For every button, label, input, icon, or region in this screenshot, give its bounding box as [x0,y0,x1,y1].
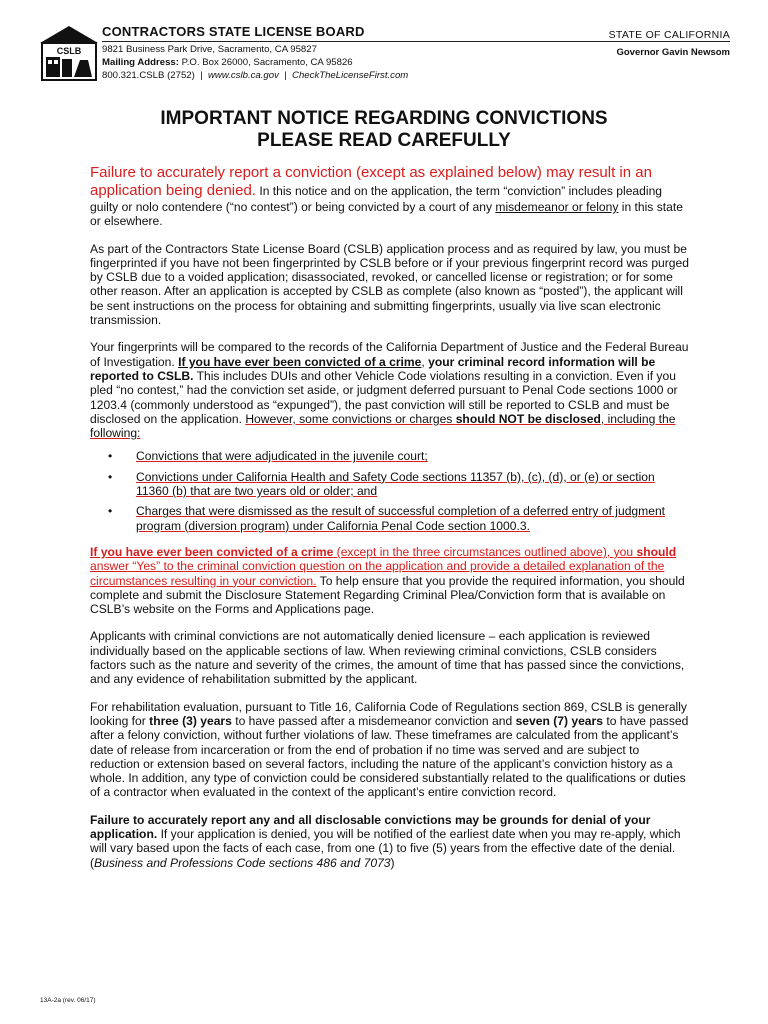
text-run: This includes DUIs and other Vehicle Code violations resulting in a conviction. Even if you pled “no contest,” had the conviction set aside, or judgment deferred pursuant to Penal Code sections 1000 or 1203.4 (commonly understood as “expunged”), the past conviction will still be reported to CSLB and must be disclosed on the application. [90,368,678,426]
website-link[interactable]: www.cslb.ca.gov [207,70,279,81]
notice-subtitle: PLEASE READ CAREFULLY [257,130,511,151]
text-run-bold: three (3) years [149,713,232,728]
notice-title: IMPORTANT NOTICE REGARDING CONVICTIONS [160,108,608,129]
mailing-address [102,56,408,69]
state-info [609,29,730,58]
campaign-link[interactable]: CheckTheLicenseFirst.com [292,70,409,81]
text-run-red: answer “Yes” to the criminal conviction question on the application and provide a detailed explanation of the circumstances resulting in your conviction. [90,559,665,588]
state-name: STATE OF CALIFORNIA [608,29,730,41]
list-item-text: Convictions that were adjudicated in the juvenile court; [136,449,428,464]
text-run-italic: Business and Professions Code sections 486 and 7073 [94,855,391,870]
text-run-underlined: misdemeanor or felony [495,200,619,214]
exceptions-list [108,449,690,532]
list-item [108,504,690,533]
list-item-text: Convictions under California Health and Safety Code sections 11357 (b), (c), (d), or (e) or section 11360 (b) that are two years old or older; and [136,469,655,499]
text-run-underlined: , including the following: [90,411,676,441]
paragraph-fingerprinting: As part of the Contractors State License Board (CSLB) application process and as required by law, you must be fingerprinted if you have not been fingerprinted by CSLB before or if your previous fingerprint record was purged by CSLB due to a voided application; disassociated, revoked, or cancelled license or registration; or for some other reason. After an application is accepted by CSLB as complete (also known as “posted”), the applicant will be sent instructions on the process for obtaining and submitting fingerprints, usually via live scan electronic transmission. [90,241,689,328]
text-run: to have passed after a felony conviction, without further violations of law. These timeframes are calculated from the applicant’s date of release from incarceration or from the end of probation if no time was served and are subject to reduction or extension based on several factors, including the nature of the applicant’s conviction history as a whole. In addition, any type of conviction could be considered substantially related to the qualifications or duties of a contractor when evaluated in the context of the applicant’s entire conviction record. [90,713,689,800]
text-run: Your fingerprints will be compared to the records of the California Department of Justice and the Federal Bureau of Investigation. [90,340,689,369]
cslb-logo-icon [40,26,98,82]
contact-line [102,69,408,82]
logo-text: CSLB [56,46,82,56]
text-run-underlined-bold: should NOT be disclosed [455,411,601,426]
text-run-red-bold: If you have ever been convicted of a crime [90,544,334,559]
text-run: If your application is denied, you will be notified of the earliest date when you may re-apply, which will vary based upon the facts of each case, from one (1) to five (5) years from the effective date of the denial. ( [90,826,681,870]
contact-info [102,43,408,82]
text-run-underlined: However, some convictions or charges [245,411,456,426]
text-run-bold: seven (7) years [515,713,603,728]
list-item-text: Charges that were dismissed as the result of successful completion of a deferred entry of judgment program (diversion program) under California Penal Code section 1000.3. [136,504,666,533]
paragraph-disclosure [90,545,690,616]
mailing-label: Mailing Address: [102,57,179,68]
list-item [108,449,690,463]
org-info [102,24,408,82]
text-run: in this state or elsewhere. [90,200,683,229]
list-item [108,470,690,499]
paragraph-denial [90,813,690,870]
warning-text: Failure to accurately report a conviction (except as explained below) may result in an application being denied. [90,164,652,199]
governor-name: Governor Gavin Newsom [616,47,730,58]
text-run: In this notice and on the application, the term “conviction” includes pleading guilty or nolo contendere (“no contest”) or being convicted by a court of any [90,184,663,214]
street-address: 9821 Business Park Drive, Sacramento, CA 95827 [102,44,317,55]
text-run-red: (except in the three circumstances outlined above), you [333,544,637,559]
paragraph-intro [90,164,690,229]
text-run-bold: your criminal record information will be reported to CSLB. [90,354,656,383]
text-run: ) [390,855,395,870]
paragraph-review: Applicants with criminal convictions are not automatically denied licensure – each application is reviewed individually based on the applicable sections of law. When reviewing criminal convictions, CSLB considers factors such as the nature and severity of the crimes, the amount of time that has passed since the convictions, and any evidence of rehabilitation submitted by the applicant. [90,629,685,687]
text-run-red-bold: should [636,544,677,559]
org-name: CONTRACTORS STATE LICENSE BOARD [102,24,365,39]
separator: | [194,70,208,81]
phone-number: 800.321.CSLB (2752) [102,70,195,81]
letterhead [40,24,730,84]
mailing-value: P.O. Box 26000, Sacramento, CA 95826 [178,57,353,68]
form-number: 13A-2a (rev. 06/17) [40,997,96,1004]
separator: | [278,70,293,81]
text-run: To help ensure that you provide the required information, you should complete and submit the Disclosure Statement Regarding Criminal Plea/Conviction form that is available on CSLB’s website on the Forms and Applications page. [90,573,685,617]
text-run: to have passed after a misdemeanor conviction and [231,713,516,728]
paragraph-records [90,340,690,440]
text-run-underlined: If you have ever been convicted of a crime [178,354,422,369]
text-run: For rehabilitation evaluation, pursuant to Title 16, California Code of Regulations section 869, CSLB is generally looking for [90,699,687,728]
notice-body [90,164,690,883]
paragraph-rehabilitation [90,700,690,800]
text-run-bold: Failure to accurately report any and all disclosable convictions may be grounds for denial of your application. [90,812,651,841]
text-run: , [421,354,429,369]
